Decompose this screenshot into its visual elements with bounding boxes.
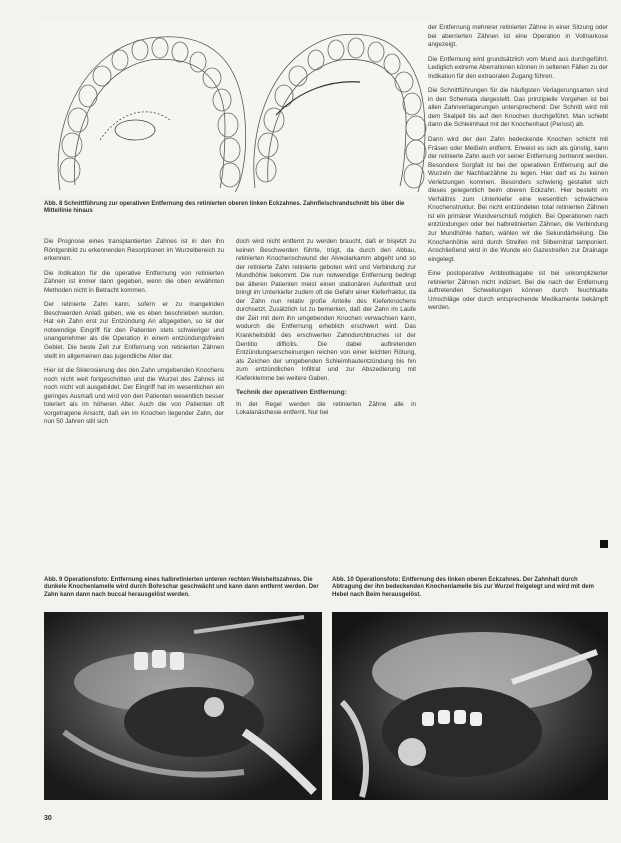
paragraph: der Entfernung mehrerer retinierter Zähne in einer Sitzung oder bei aberrierten Zähnen ist eine Operation in Vollnarkose angezeigt. — [428, 24, 608, 49]
page-number: 30 — [44, 815, 52, 822]
dental-arch-drawing — [40, 20, 430, 196]
end-of-article-marker — [600, 540, 608, 548]
photo-image — [332, 612, 608, 800]
paragraph: Dann wird der den Zahn bedeckende Knochen schicht mit Fräsen oder Meißeln entfernt. Erweist es sich als günstig, kann der retinierte Zahn auch vor seiner Entfernung zertrennt werden. Besondere Sorgfalt ist bei der operativen Entfernung auf die Wurzeln der Nachbarzähne zu legen. Hier darf es zu keinen Verletzungen kommen. Besonders schwierig gestaltet sich dieses gelegentlich beim oberen Eckzahn. Hier besteht im Verhältnis zum Unterkiefer eine wesentlich schwächere Knochenstruktur. Bei nicht entzündeten total retinierten Zähnen ist ein primärer Wundverschluß möglich. Bei Operationen nach entzündungen oder bei halbretinierten Zähnen, die Verbindung zur Mundhöhle hatten, wählen wir die Sekundärheilung. Die Knochenhöhle wird durch Streifen mit Silbernitrat tamponiert. Anschließend wird in die Wunde ein Gazestreifen zur Drainage eingelegt. — [428, 136, 608, 263]
figure-10-caption: Abb. 10 Operationsfoto: Entfernung des linken oberen Eckzahnes. Der Zahnhalt durch Abtragung der ihn bedeckenden Knochenlamelle bis zur Wurzel freigelegt und wird mit dem Hebel nach Beim herausgelöst. — [332, 577, 594, 598]
paragraph: Die Prognose eines transplantierten Zahnes ist in den ihn Röntgenbild zu erkennenden Resorptionen im Wurzelbereich zu erkennen. — [44, 238, 224, 263]
paragraph: Die Schnittführungen für die häufigsten Verlagerungsarten sind in den Schemata dargestellt. Das prinzipielle Vorgehen ist bei allen Zahnverlagerungen untersprechend: Der Schnitt wird mit dem Skalpell bis auf den Knochen durchgeführt. Man schiebt dann die Schleimhaut mit der Knochenhaut (Periost) ab. — [428, 87, 608, 129]
paragraph: In der Regel werden die retinierten Zähne alle in Lokalanästhesie entfernt. Nur bei — [236, 400, 416, 417]
paragraph: Die Entfernung wird grundsätzlich vom Mund aus durchgeführt. Lediglich extreme Aberrationen können in seltenen Fällen zu der Indikation für den extraoralen Zugang führen. — [428, 55, 608, 80]
text-column-1 — [44, 238, 224, 433]
figure-8-caption: Abb. 8 Schnittführung zur operativen Entfernung des retinierten oberen linken Eckzahnes. Zahnfleischrandschnitt bis über die Mittellinie hinaus — [44, 201, 405, 215]
paragraph: Eine postoperative Antibiotikagabe ist bei unkomplizierter retinierter Zähnen nicht indiziert. Bei die nach der Entfernung auftretenden Schwellungen können durch feuchtkalte Umschläge oder durch entsprechende Medikamente bekämpft werden. — [428, 270, 608, 312]
section-heading: Technik der operativen Entfernung: — [236, 389, 347, 397]
text-column-2 — [236, 238, 416, 424]
paragraph: doch wird nicht entfernt zu werden braucht, daß er bisjetzt zu keinen Beschwerden führte, trügt, da durch den Abbau, retinierten Knochenschwund der Alveolarkamm abgeht und so der retinierte Zahn retinierte geboten wird und Verbindung zur Mundhöhle bekommt. Die nun notwendige Entfernung bedingt bei älteren Patienten meist einen stationären Aufenthalt und bringt im Unterkiefer zudem oft die Gefahr einer Kieferfraktur, da der Zahn nun relativ große Anteile des Kieferknochens durchsetzt. Zusätzlich ist zu bemerken, daß der Zahn im Laufe der Zeit mit dem ihn umgebenden Knochen verwachsen kann, wodurch die Entfernung erheblich erschwert wird. Das Krankheitsbild des erschwerten Zahndurchbruches ist der Dentitio difficilis. Die dabei auftretenden Entzündungserscheinungen reichen von einer leichten Rötung, als Zeichen der umgebenden Schleimhautentzündung bis hin zum entzündlichen Infiltrat und zur Abszedierung mit Kieferklemme bei weitere Gaben. — [236, 238, 416, 382]
operation-photo-10 — [332, 612, 608, 800]
paragraph: Der retinierte Zahn kann, sofern er zu mangelnden Beschwerden Anlaß geben, wie es eben beschrieben wurden. Hat ein Zahn erst zur Entzündung An aßgegeben, so ist der notwendige Eingriff für den Patienten stets schwieriger und unangenehmer als die Operation in einem entzündungsfreien Gebiet. Die beste Zeit zur Entfernung von retinierten Zähnen stellt im allgemeinen das jugendliche Alter dar. — [44, 301, 224, 360]
text-column-3 — [428, 24, 608, 319]
photo-image — [44, 612, 322, 800]
paragraph: Die Indikation für die operative Entfernung von retinierten Zähnen ist immer dann gegeben, wenn die oben erwähnten Methoden nicht in Betracht kommen. — [44, 269, 224, 294]
operation-photo-9 — [44, 612, 322, 800]
figure-9-caption: Abb. 9 Operationsfoto: Entfernung eines halbretinierten unteren rechten Weisheitszahnes. Die dunkele Knochenlamelle wird durch Bohrschar geschwächt und kann dann entfernt werden. Der Zahn kann dann nach buccal herausgelöst werden. — [44, 577, 319, 598]
paragraph: Hier ist die Sklerosierung des den Zahn umgebenden Knochens noch nicht weit fortgeschritten und die Wurzel des Zahnes ist noch nicht voll ausgebildet. Der Eingriff hat im wesentlichen ein geringes Ausmaß und wird von den Patienten wesentlich besser toleriert als im höheren Alter. Auch die von Patienten oft vorgetragene Ansicht, daß ein im Knochen liegender Zahn, der nun 50 Jahren still sich — [44, 367, 224, 426]
